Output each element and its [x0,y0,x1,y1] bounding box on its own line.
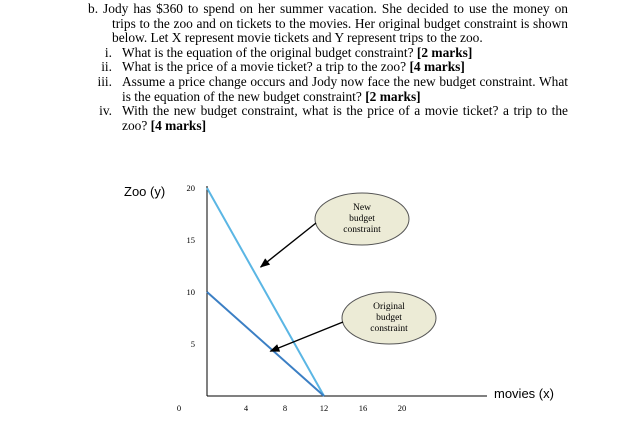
y-axis-label: Zoo (y) [124,184,166,199]
sub-question-marks: [2 marks] [365,88,421,104]
x-tick-label: 4 [243,403,249,413]
series-label-line: budget [349,214,375,224]
original-budget-line [207,292,324,396]
x-tick-label: 12 [319,403,329,413]
annotation-arrow [270,322,343,351]
sub-question-text: What is the price of a movie ticket? a trip to the zoo? [122,59,407,75]
x-tick-label: 20 [397,403,407,413]
sub-question-number: iii. [97,73,112,89]
sub-question-text: With the new budget constraint, what is the price of a movie ticket? a trip to the zoo? [122,103,568,133]
series-label-line: Original [373,302,405,312]
series-label-line: constraint [343,225,381,235]
sub-question-text: What is the equation of the original budget constraint? [122,44,414,60]
x-axis-label: movies (x) [494,386,554,401]
sub-question-marks: [4 marks] [150,117,207,133]
question-stem-text: Jody has $360 to spend on her summer vacation. She decided to use the money on trips to the zoo and on tickets to the movies. Her original budget constraint is shown below. Let X represent movie tickets and Y represent trips to the zoo. [103,1,568,46]
series-label-line: budget [376,313,402,323]
x-tick-label: 16 [358,403,368,413]
sub-question-text: Assume a price change occurs and Jody now face the new budget constraint. What is the equation of the new budget constraint? [122,73,568,104]
y-tick-label: 15 [186,235,195,245]
sub-question-number: ii. [101,59,112,75]
sub-question-number: i. [104,44,112,60]
sub-question-number: iv. [99,103,112,119]
series-label-line: New [353,203,371,213]
y-tick-label: 5 [190,339,195,349]
sub-question-marks: [2 marks] [416,44,473,60]
series-label-line: constraint [370,324,408,334]
x-tick-label: 8 [282,403,288,413]
y-tick-label: 10 [186,287,195,297]
y-tick-label: 20 [186,183,195,193]
question-label: b. [88,1,99,16]
sub-question-marks: [4 marks] [409,59,465,75]
annotation-arrow [261,223,316,267]
new-budget-line [207,188,324,396]
x-tick-label: 0 [176,403,182,413]
